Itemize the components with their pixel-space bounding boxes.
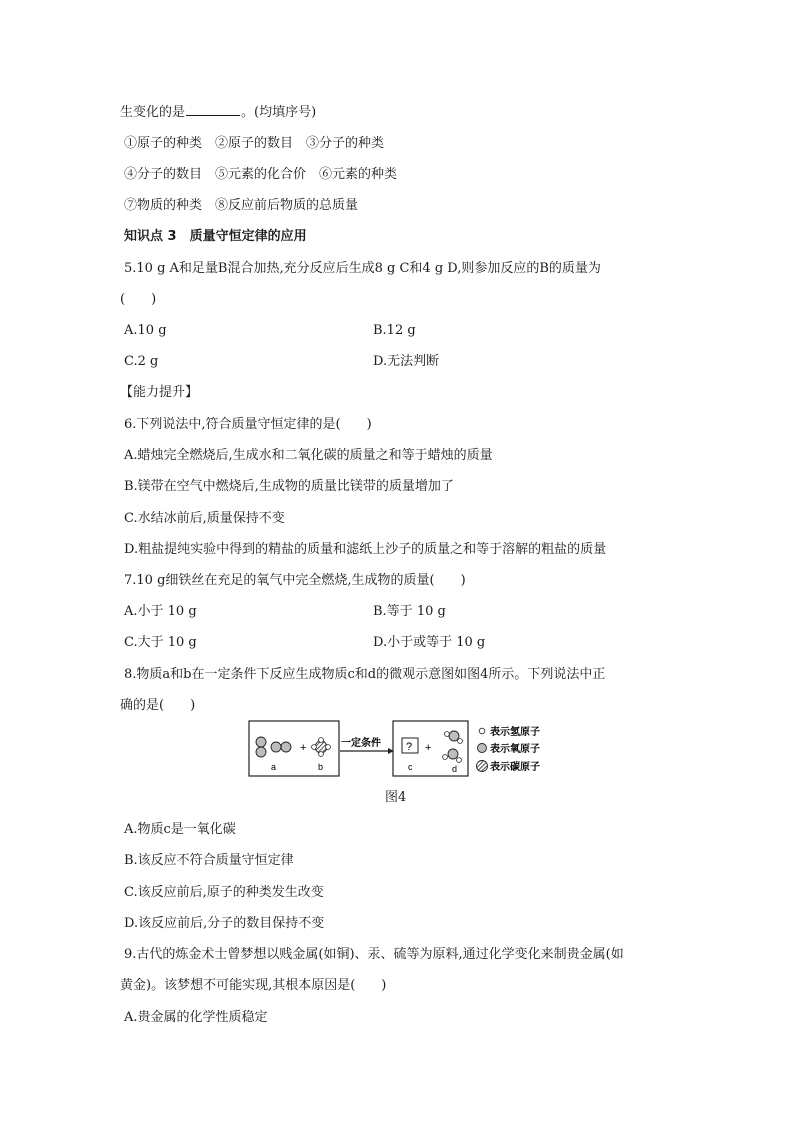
oxygen-atom [448, 749, 458, 759]
line-1 [120, 103, 316, 122]
hydrogen-atom [312, 745, 317, 750]
section-heading: 【能力提升】 [120, 385, 199, 400]
oxygen-atom [256, 747, 266, 757]
reaction-diagram [248, 720, 558, 778]
legend-oxygen-icon [478, 744, 487, 753]
legend-hydrogen-icon [479, 728, 485, 734]
line-1-pre: 生变化的是 [120, 105, 186, 120]
question-6: 6.下列说法中,符合质量守恒定律的是( ) [124, 417, 372, 432]
hydrogen-atom [458, 739, 463, 744]
q8-option-c: C.该反应前后,原子的种类发生改变 [124, 885, 324, 900]
q7-option-d: D.小于或等于 10 g [373, 635, 486, 650]
plus-sign: + [300, 742, 307, 754]
question-9: 9.古代的炼金术士曾梦想以贱金属(如铜)、汞、硫等为原料,通过化学变化来制贵金属(如 [124, 947, 624, 962]
option-row-2: ④分子的数目 ⑤元素的化合价 ⑥元素的种类 [124, 167, 398, 182]
line-1-post: 。(均填序号) [241, 105, 317, 120]
legend-hydrogen: 表示氢原子 [490, 727, 540, 738]
oxygen-atom [281, 742, 291, 752]
label-a: a [271, 762, 277, 772]
label-d: d [452, 764, 458, 774]
q5-option-c: C.2 g [124, 354, 159, 369]
legend-carbon: 表示碳原子 [490, 762, 540, 773]
answer-blank [186, 103, 240, 116]
q6-option-c: C.水结冰前后,质量保持不变 [124, 511, 285, 526]
q8-option-d: D.该反应前后,分子的数目保持不变 [124, 916, 325, 931]
q5-option-d: D.无法判断 [373, 354, 440, 369]
q5-option-a: A.10 g [124, 323, 167, 338]
unknown-mark: ? [406, 741, 413, 753]
question-8-cont: 确的是( ) [120, 698, 196, 713]
question-5-bracket: ( ) [120, 292, 157, 307]
condition-label: 一定条件 [341, 738, 381, 749]
q7-option-c: C.大于 10 g [124, 635, 197, 650]
label-c: c [408, 762, 413, 772]
label-b: b [318, 762, 324, 772]
question-9-cont: 黄金)。该梦想不可能实现,其根本原因是( ) [120, 978, 387, 993]
hydrogen-atom [443, 755, 448, 760]
question-8: 8.物质a和b在一定条件下反应生成物质c和d的微观示意图如图4所示。下列说法中正 [124, 667, 606, 682]
q9-option-a: A.贵金属的化学性质稳定 [124, 1010, 268, 1025]
question-7: 7.10 g细铁丝在充足的氧气中完全燃烧,生成物的质量( ) [124, 573, 466, 588]
legend-carbon-icon [477, 761, 488, 772]
oxygen-atom [449, 731, 459, 741]
knowledge-point-3-heading: 知识点 3 质量守恒定律的应用 [124, 229, 307, 244]
oxygen-atom [271, 742, 281, 752]
question-5: 5.10 g A和足量B混合加热,充分反应后生成8 g C和4 g D,则参加反应的B的质量为 [124, 261, 601, 276]
q5-option-b: B.12 g [373, 323, 416, 338]
oxygen-atom [256, 737, 266, 747]
figure-caption: 图4 [385, 790, 407, 805]
q7-option-a: A.小于 10 g [124, 604, 197, 619]
option-row-1: ①原子的种类 ②原子的数目 ③分子的种类 [124, 136, 385, 151]
q8-option-b: B.该反应不符合质量守恒定律 [124, 853, 294, 868]
hydrogen-atom [457, 758, 462, 763]
q6-option-d: D.粗盐提纯实验中得到的精盐的质量和滤纸上沙子的质量之和等于溶解的粗盐的质量 [124, 542, 607, 557]
hydrogen-atom [319, 752, 324, 757]
q7-option-b: B.等于 10 g [373, 604, 446, 619]
q6-option-b: B.镁带在空气中燃烧后,生成物的质量比镁带的质量增加了 [124, 479, 454, 494]
hydrogen-atom [326, 745, 331, 750]
option-row-3: ⑦物质的种类 ⑧反应前后物质的总质量 [124, 198, 359, 213]
legend-oxygen: 表示氧原子 [490, 744, 540, 755]
hydrogen-atom [319, 738, 324, 743]
q8-option-a: A.物质c是一氧化碳 [124, 822, 236, 837]
q6-option-a: A.蜡烛完全燃烧后,生成水和二氧化碳的质量之和等于蜡烛的质量 [124, 448, 493, 463]
plus-sign: + [425, 742, 432, 754]
